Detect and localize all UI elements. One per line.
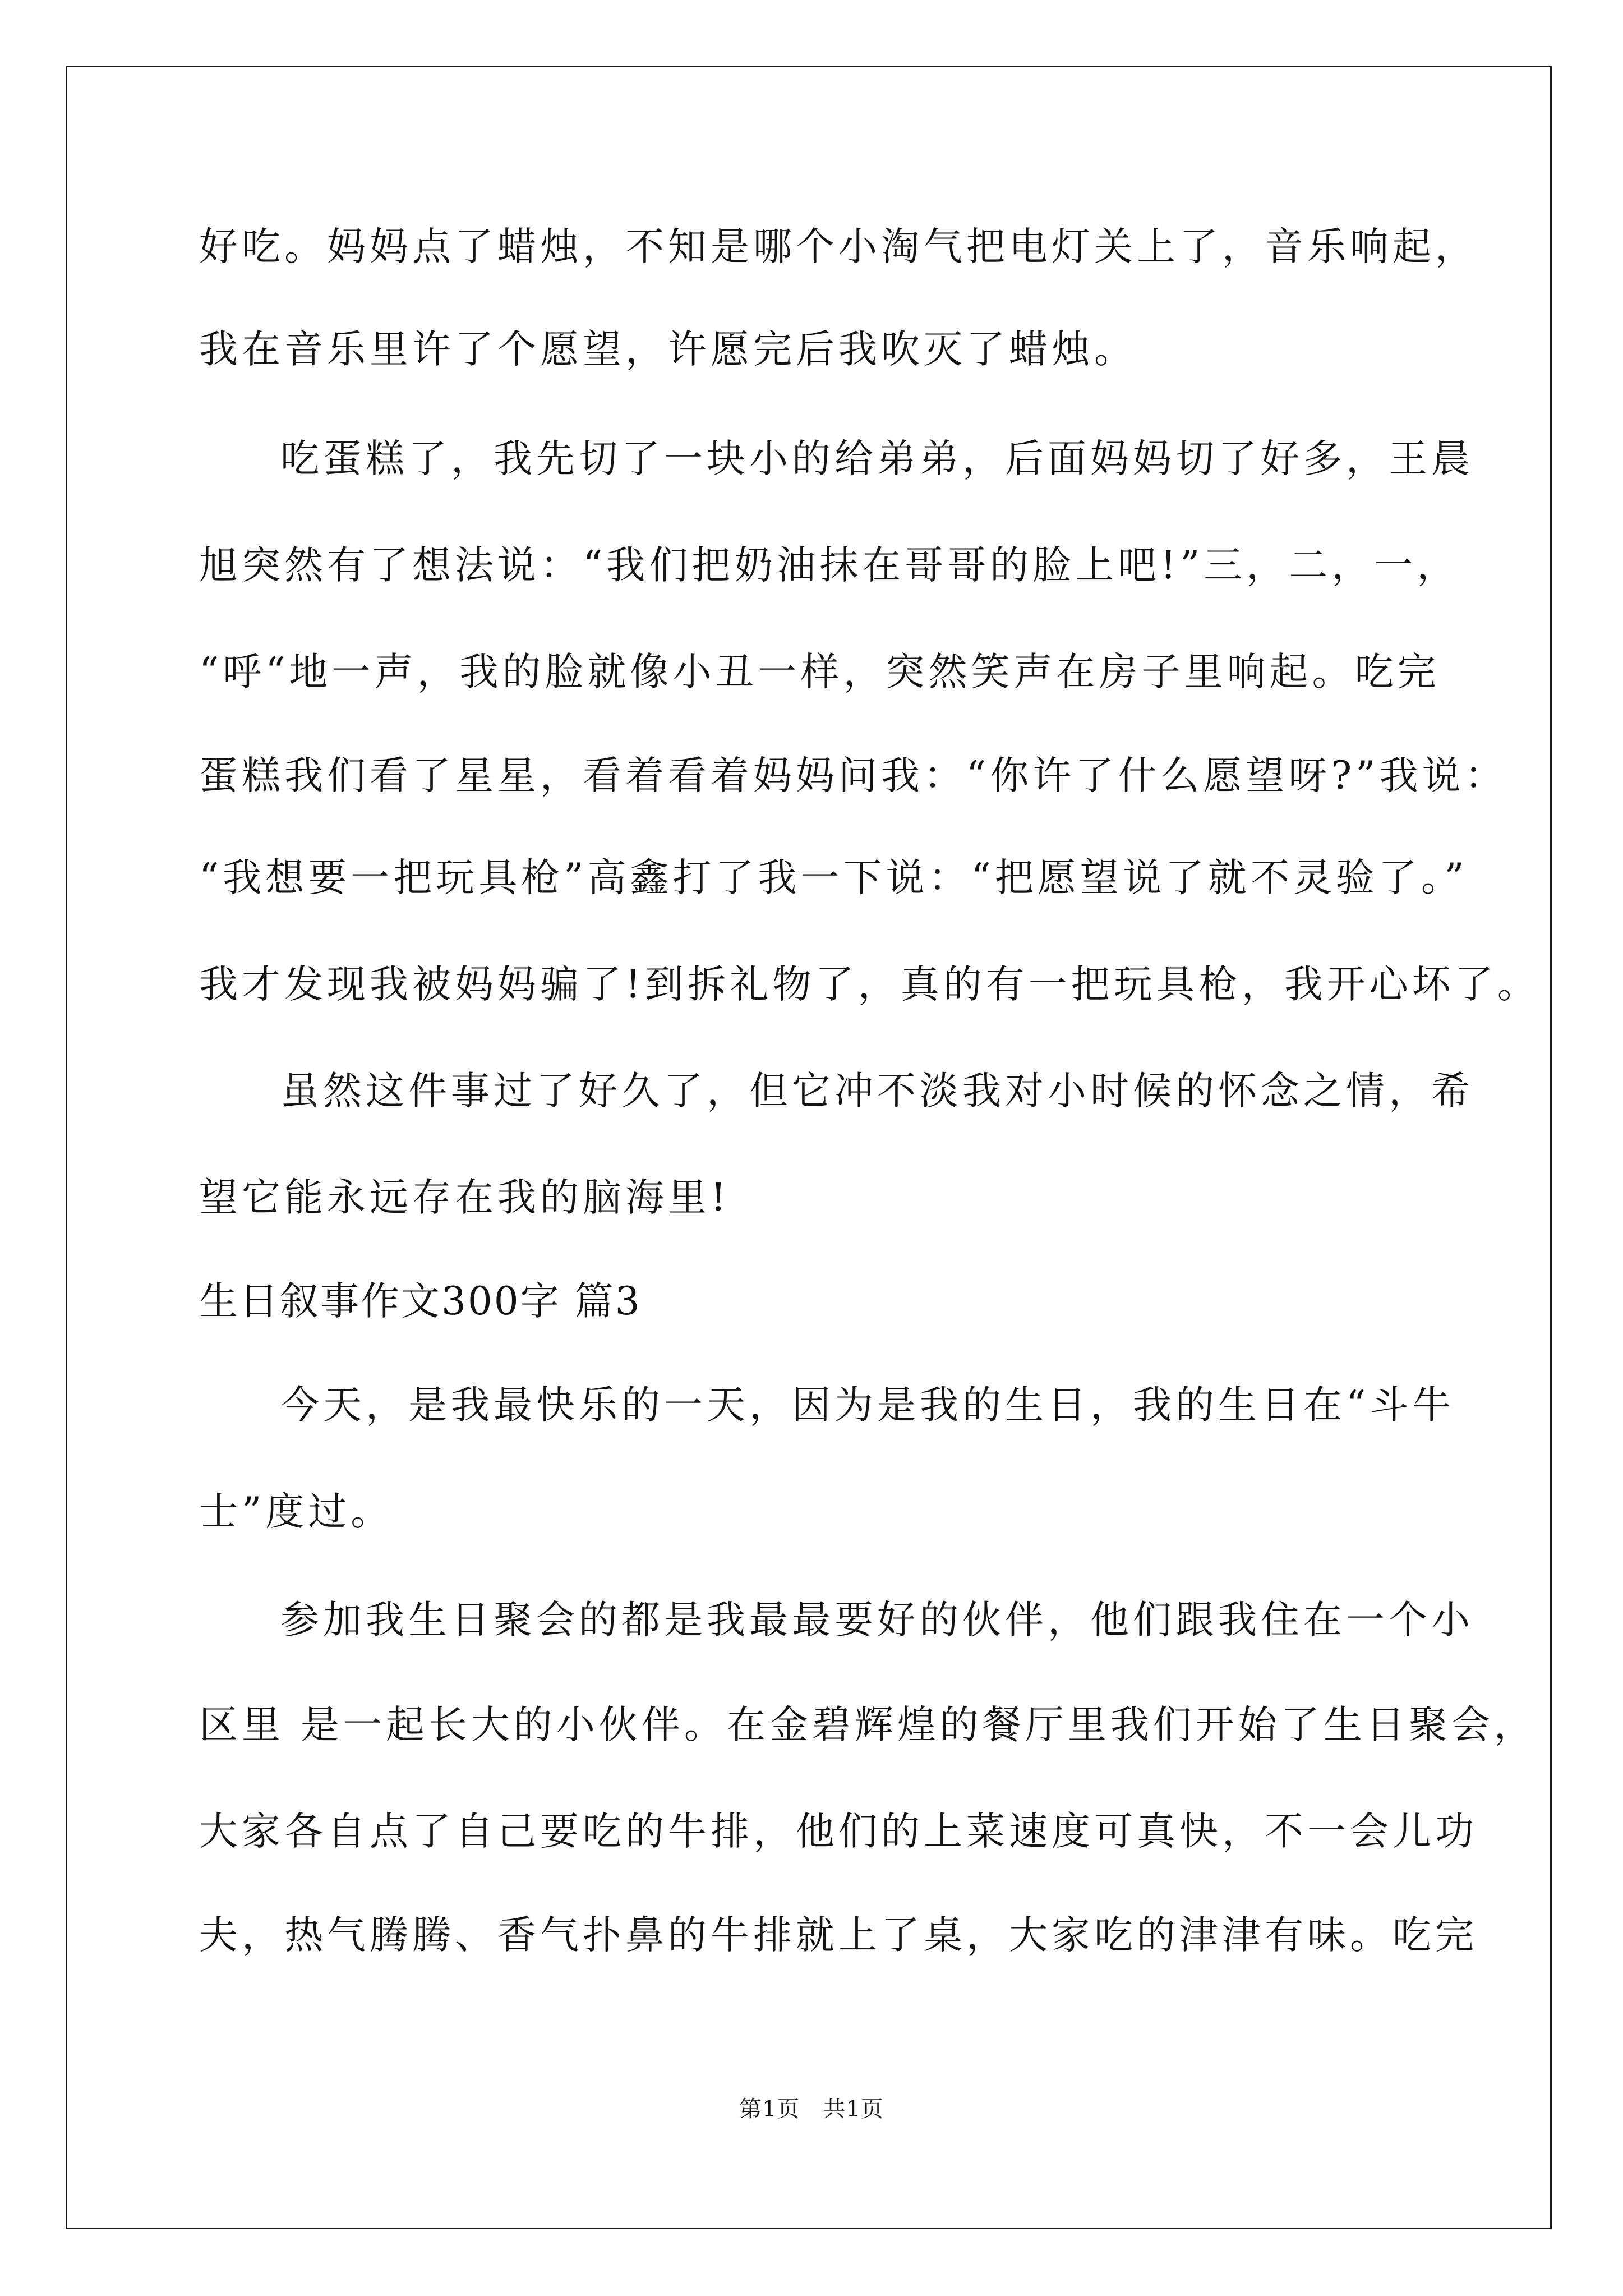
text-line: 旭突然有了想法说：“我们把奶油抹在哥哥的脸上吧!”三，二，一， <box>199 543 1460 588</box>
paragraph-start-line: 参加我生日聚会的都是我最最要好的伙伴，他们跟我住在一个小 <box>280 1598 1474 1642</box>
text-line: 蛋糕我们看了星星，看着看着妈妈问我：“你许了什么愿望呀?”我说： <box>199 753 1507 798</box>
text-line: 望它能永远存在我的脑海里! <box>199 1175 730 1220</box>
text-line: “我想要一把玩具枪”高鑫打了我一下说：“把愿望说了就不灵验了。” <box>199 855 1468 900</box>
text-line: 大家各自点了自己要吃的牛排，他们的上菜速度可真快，不一会儿功 <box>199 1809 1478 1854</box>
page-border <box>66 66 1552 2229</box>
text-line: 我在音乐里许了个愿望，许愿完后我吹灭了蜡烛。 <box>199 327 1137 372</box>
paragraph-start-line: 吃蛋糕了，我先切了一块小的给弟弟，后面妈妈切了好多，王晨 <box>280 436 1474 481</box>
text-line: “呼“地一声，我的脸就像小丑一样，突然笑声在房子里响起。吃完 <box>199 650 1440 694</box>
text-line: 士”度过。 <box>199 1489 394 1534</box>
text-line: 区里 是一起长大的小伙伴。在金碧辉煌的餐厅里我们开始了生日聚会， <box>199 1703 1537 1747</box>
text-line: 夫，热气腾腾、香气扑鼻的牛排就上了桌，大家吃的津津有味。吃完 <box>199 1913 1478 1958</box>
text-line: 我才发现我被妈妈骗了!到拆礼物了，真的有一把玩具枪，我开心坏了。 <box>199 962 1540 1007</box>
text-line: 好吃。妈妈点了蜡烛，不知是哪个小淘气把电灯关上了，音乐响起， <box>199 224 1478 269</box>
paragraph-start-line: 虽然这件事过了好久了，但它冲不淡我对小时候的怀念之情，希 <box>280 1069 1474 1114</box>
paragraph-start-line: 今天，是我最快乐的一天，因为是我的生日，我的生日在“斗牛 <box>280 1383 1455 1428</box>
section-heading: 生日叙事作文300字 篇3 <box>199 1279 642 1324</box>
page-number-footer: 第1页 共1页 <box>739 2096 884 2122</box>
